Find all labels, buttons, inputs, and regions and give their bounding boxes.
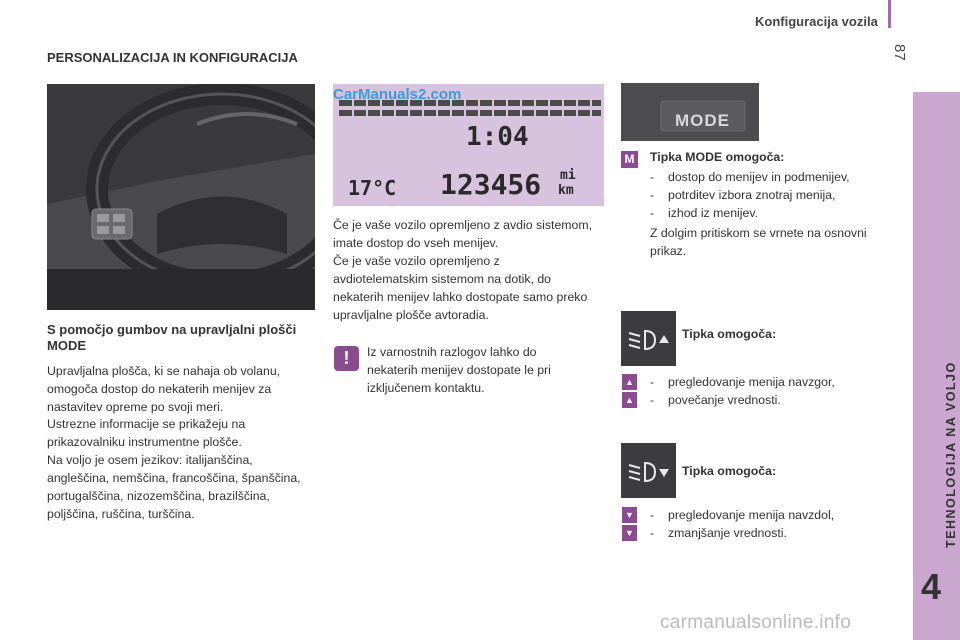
display-unit-mi: mi [560, 168, 576, 183]
up-item-2: - povečanje vrednosti. [650, 393, 781, 407]
page-title: PERSONALIZACIJA IN KONFIGURACIJA [47, 50, 298, 65]
down-item-2: - zmanjšanje vrednosti. [650, 526, 787, 540]
mode-item-2: - potrditev izbora znotraj menija, [650, 188, 836, 202]
arrow-down-icon: ▼ [622, 525, 637, 541]
down-button-photo [621, 443, 676, 498]
display-odometer: 123456 [440, 168, 542, 201]
down-item-1: - pregledovanje menija navzdol, [650, 508, 835, 522]
mode-heading: Tipka MODE omogoča: [650, 150, 785, 164]
mode-item-1: - dostop do menijev in podmenijev, [650, 170, 850, 184]
down-heading: Tipka omogoča: [682, 464, 777, 478]
left-paragraph-2: Ustrezne informacije se prikažeju na prikazovalniku instrumentne plošče. [47, 417, 246, 449]
chapter-number: 4 [921, 566, 942, 607]
up-heading: Tipka omogoča: [682, 327, 777, 341]
display-unit-km: km [558, 183, 574, 198]
display-clock: 1:04 [466, 122, 529, 152]
mode-item-3: - izhod iz menijev. [650, 206, 758, 220]
header-accent-bar [888, 0, 891, 28]
footer-watermark: carmanualsonline.info [660, 612, 852, 633]
chapter-label: TEHNOLOGIJA NA VOLJO [944, 361, 958, 548]
page-number: 87 [891, 44, 908, 61]
arrow-up-icon: ▲ [622, 392, 637, 408]
mode-note: Z dolgim pritiskom se vrnete na osnovni prikaz. [650, 226, 867, 258]
up-button-photo [621, 311, 676, 366]
section-subtitle: S pomočjo gumbov na upravljalni plošči MODE [47, 322, 297, 353]
arrow-down-icon: ▼ [622, 507, 637, 523]
headlamp-up-icon [621, 311, 676, 366]
watermark: CarManuals2.com [333, 86, 462, 103]
steering-wheel-illustration [47, 84, 315, 310]
display-temperature: 17°C [348, 176, 397, 200]
mode-button-label: MODE [675, 111, 730, 130]
up-item-1: - pregledovanje menija navzgor, [650, 375, 835, 389]
left-paragraph-1: Upravljalna plošča, ki se nahaja ob volanu, omogoča dostop do nekaterih menijev za nastavitev opreme po svoji meri. [47, 364, 281, 414]
dashboard-photo [47, 84, 315, 310]
warning-icon: ! [334, 346, 359, 371]
left-paragraph-3: Na voljo je osem jezikov: italijanščina, angleščina, nemščina, francoščina, španščina, portugalščina, nizozemščina, brazilščina, poljščina, ruščina, turščina. [47, 453, 301, 521]
arrow-up-icon: ▲ [622, 374, 637, 390]
middle-paragraph-2: Če je vaše vozilo opremljeno z avdiotelematskim sistemom na dotik, do nekaterih menijev lahko dostopate samo preko upravljalne plošče avtoradia. [333, 254, 588, 322]
middle-paragraph-1: Če je vaše vozilo opremljeno z avdio sistemom, imate dostop do vseh menijev. [333, 218, 593, 250]
mode-badge-icon: M [621, 151, 638, 168]
running-header: Konfiguracija vozila [755, 14, 878, 29]
warning-text: Iz varnostnih razlogov lahko do nekaterih menijev dostopate le pri izključenem kontaktu. [367, 345, 551, 395]
headlamp-down-icon [621, 443, 676, 498]
